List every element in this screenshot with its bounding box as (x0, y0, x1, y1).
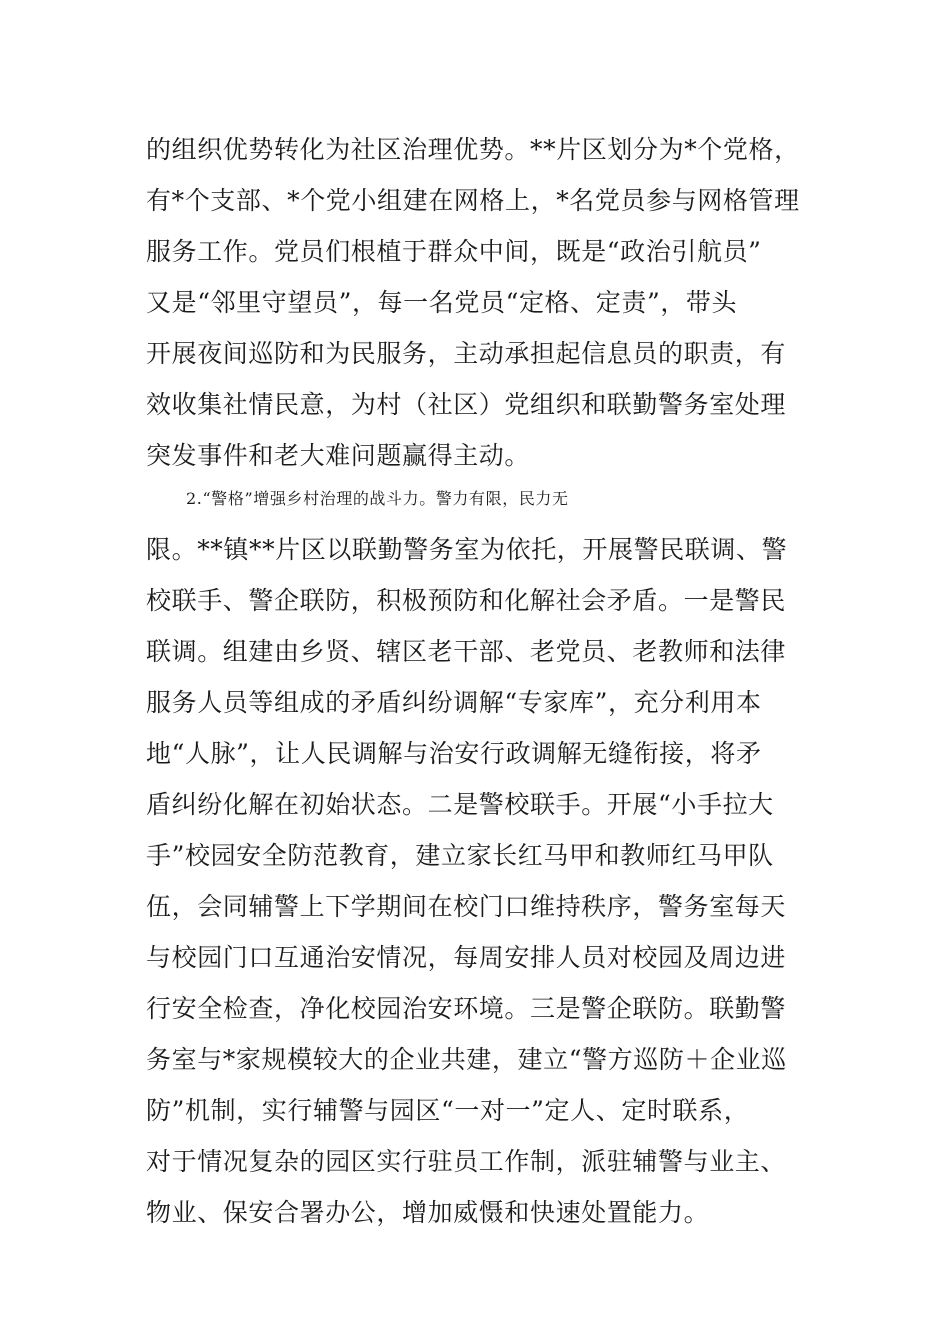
text-line: 服务人员等组成的矛盾纠纷调解“专家库”，充分利用本 (146, 688, 762, 717)
text-line: 防”机制，实行辅警与园区“一对一”定人、定时联系， (146, 1096, 750, 1125)
text-line: 务室与*家规模较大的企业共建，建立“警方巡防＋企业巡 (146, 1045, 787, 1074)
text-line: 又是“邻里守望员”，每一名党员“定格、定责”，带头 (146, 288, 738, 317)
text-line: 有*个支部、*个党小组建在网格上，*名党员参与网格管理 (146, 186, 800, 215)
text-line: 地“人脉”，让人民调解与治安行政调解无缝衔接，将矛 (146, 739, 762, 768)
text-line: 突发事件和老大难问题赢得主动。 (146, 441, 531, 470)
text-line: 的组织优势转化为社区治理优势。**片区划分为*个党格， (146, 135, 800, 164)
text-line: 限。**镇**片区以联勤警务室为依托，开展警民联调、警 (146, 535, 788, 564)
text-line: 行安全检查，净化校园治安环境。三是警企联防。联勤警 (146, 994, 787, 1023)
text-line: 服务工作。党员们根植于群众中间，既是“政治引航员” (146, 237, 762, 266)
paragraph-heading-line: 2.“警格”增强乡村治理的战斗力。警力有限，民力无 (186, 489, 569, 508)
text-line: 校联手、警企联防，积极预防和化解社会矛盾。一是警民 (146, 586, 787, 615)
text-line: 联调。组建由乡贤、辖区老干部、老党员、老教师和法律 (146, 637, 787, 666)
text-line: 开展夜间巡防和为民服务，主动承担起信息员的职责，有 (146, 339, 787, 368)
text-line: 盾纠纷化解在初始状态。二是警校联手。开展“小手拉大 (146, 790, 774, 819)
text-line: 手”校园安全防范教育，建立家长红马甲和教师红马甲队 (146, 841, 774, 870)
text-line: 效收集社情民意，为村（社区）党组织和联勤警务室处理 (146, 390, 787, 419)
text-line: 伍，会同辅警上下学期间在校门口维持秩序，警务室每天 (146, 892, 787, 921)
text-line: 与校园门口互通治安情况，每周安排人员对校园及周边进 (146, 943, 787, 972)
text-line: 对于情况复杂的园区实行驻员工作制，派驻辅警与业主、 (146, 1147, 787, 1176)
text-line: 物业、保安合署办公，增加威慑和快速处置能力。 (146, 1198, 710, 1227)
